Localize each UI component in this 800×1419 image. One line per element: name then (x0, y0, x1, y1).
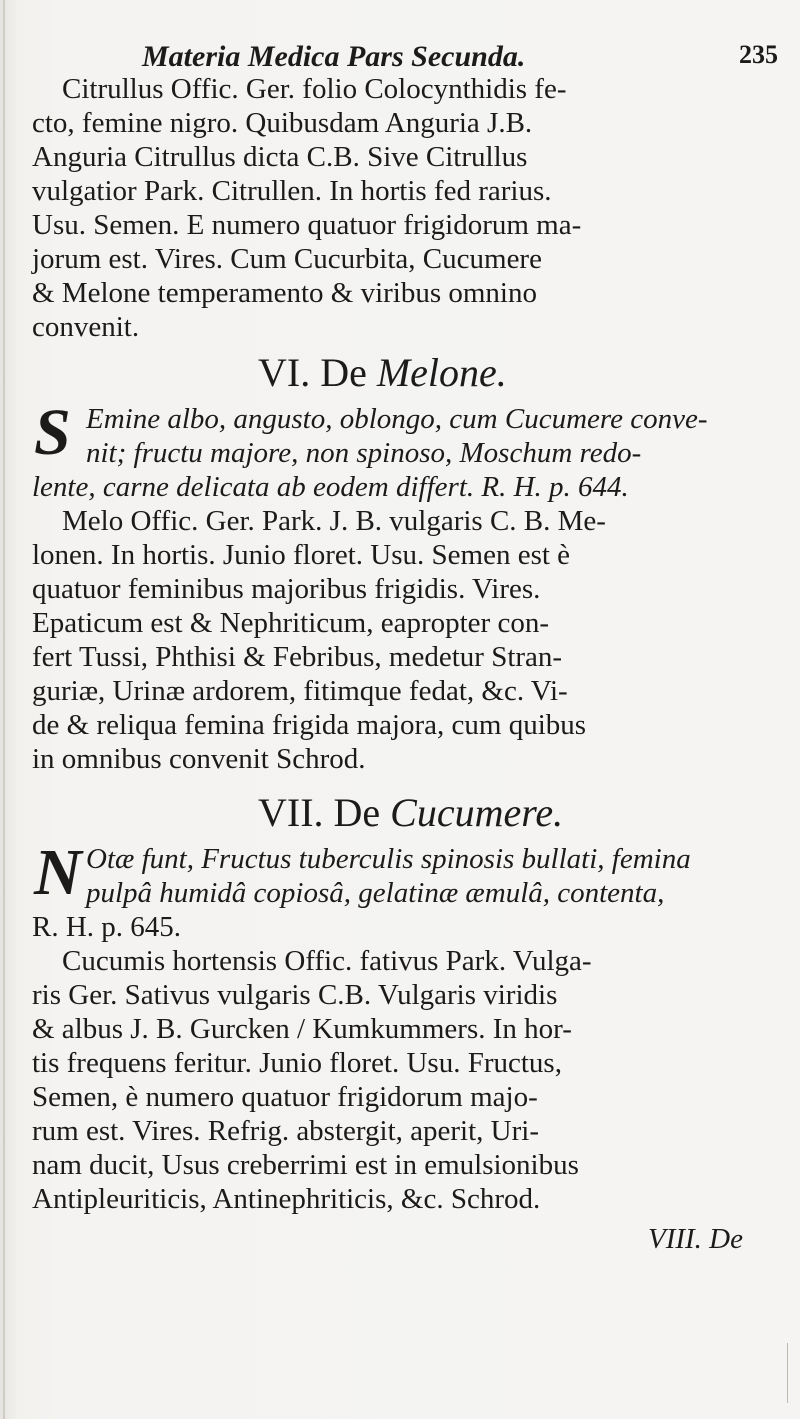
text-line: vulgatior Park. Citrullen. In hortis fed rarius. (32, 175, 552, 207)
page-edge-mark (781, 1343, 788, 1403)
text-line: lente, carne delicata ab eodem differt. R. H. p. 644. (32, 471, 629, 503)
section-number: VII. (258, 790, 324, 835)
drop-cap: N (34, 836, 82, 909)
text-line: lonen. In hortis. Junio floret. Usu. Semen est è (32, 539, 571, 571)
page-gutter (3, 0, 5, 1419)
running-header (142, 40, 778, 76)
catchword: VIII. De (648, 1223, 744, 1255)
text-line: Otæ funt, Fructus tuberculis spinosis bullati, femina (86, 843, 691, 875)
text-line: fert Tussi, Phthisi & Febribus, medetur Stran- (32, 641, 563, 673)
text-line: Citrullus Offic. Ger. folio Colocynthidis fe- (62, 73, 567, 105)
text-line: convenit. (32, 311, 140, 343)
text-line: rum est. Vires. Refrig. abstergit, aperit, Uri- (32, 1115, 539, 1147)
text-line: pulpâ humidâ copiosâ, gelatinæ æmulâ, contenta, (86, 877, 665, 909)
section-heading-vi (258, 350, 507, 396)
text-line: in omnibus convenit Schrod. (32, 743, 366, 775)
text-line: & Melone temperamento & viribus omnino (32, 277, 537, 309)
text-line: quatuor feminibus majoribus frigidis. Vires. (32, 573, 541, 605)
text-line: Melo Offic. Ger. Park. J. B. vulgaris C. B. Me- (62, 505, 606, 537)
text-line: guriæ, Urinæ ardorem, fitimque fedat, &c. Vi- (32, 675, 568, 707)
page-number: 235 (739, 40, 778, 69)
section-title-prefix: De (320, 350, 367, 395)
text-line: tis frequens feritur. Junio floret. Usu. Fructus, (32, 1047, 562, 1079)
text-line: Usu. Semen. E numero quatuor frigidorum ma- (32, 209, 582, 241)
text-line: jorum est. Vires. Cum Cucurbita, Cucumere (32, 243, 542, 275)
text-line: R. H. p. 645. (32, 911, 182, 943)
section-heading-vii (258, 790, 563, 836)
section-title-name: Cucumere. (390, 790, 564, 835)
drop-cap: S (34, 396, 71, 469)
text-line: Epaticum est & Nephriticum, eapropter con- (32, 607, 549, 639)
text-line: Semen, è numero quatuor frigidorum majo- (32, 1081, 538, 1113)
section-title-name: Melone. (376, 350, 507, 395)
running-title: Materia Medica Pars Secunda. (142, 40, 526, 73)
text-line: nam ducit, Usus creberrimi est in emulsionibus (32, 1149, 579, 1181)
text-line: & albus J. B. Gurcken / Kumkummers. In hor- (32, 1013, 572, 1045)
text-line: de & reliqua femina frigida majora, cum quibus (32, 709, 587, 741)
text-line: Emine albo, angusto, oblongo, cum Cucumere conve- (86, 403, 708, 435)
section-number: VI. (258, 350, 311, 395)
text-line: Anguria Citrullus dicta C.B. Sive Citrullus (32, 141, 528, 173)
text-line: Antipleuriticis, Antinephriticis, &c. Schrod. (32, 1183, 541, 1215)
section-title-prefix: De (333, 790, 381, 835)
text-line: nit; fructu majore, non spinoso, Moschum redo- (86, 437, 642, 469)
text-line: ris Ger. Sativus vulgaris C.B. Vulgaris viridis (32, 979, 558, 1011)
text-line: cto, femine nigro. Quibusdam Anguria J.B. (32, 107, 533, 139)
text-line: Cucumis hortensis Offic. fativus Park. Vulga- (62, 945, 592, 977)
